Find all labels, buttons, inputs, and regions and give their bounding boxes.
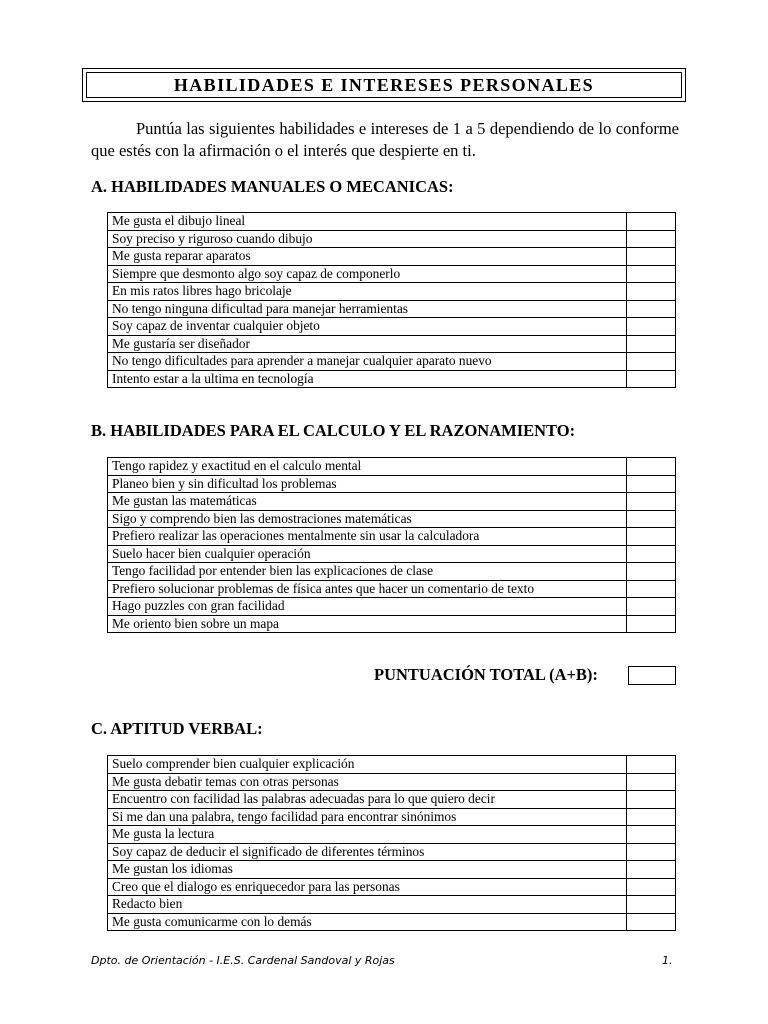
table-row [108,213,676,231]
item-text: Soy capaz de inventar cualquier objeto [108,318,627,336]
table-row [108,300,676,318]
item-text: Planeo bien y sin dificultad los problemas [108,475,627,493]
score-cell[interactable] [627,580,676,598]
table-row [108,580,676,598]
table-row [108,370,676,388]
title-frame [82,68,686,102]
item-text: Hago puzzles con gran facilidad [108,598,627,616]
page-title: HABILIDADES E INTERESES PERSONALES [86,72,682,98]
item-text: Sigo y comprendo bien las demostraciones matemáticas [108,510,627,528]
score-cell[interactable] [627,878,676,896]
table-row [108,615,676,633]
item-text: En mis ratos libres hago bricolaje [108,283,627,301]
item-text: Me gustan los idiomas [108,861,627,879]
score-cell[interactable] [627,615,676,633]
table-row [108,808,676,826]
table-row [108,335,676,353]
score-cell[interactable] [627,493,676,511]
score-cell[interactable] [627,791,676,809]
total-score-label: PUNTUACIÓN TOTAL (A+B): [374,665,598,684]
table-row [108,791,676,809]
score-cell[interactable] [627,756,676,774]
table-row [108,545,676,563]
score-cell[interactable] [627,563,676,581]
table-row [108,878,676,896]
total-score-box[interactable] [628,666,676,685]
item-text: Creo que el dialogo es enriquecedor para las personas [108,878,627,896]
item-text: Me gusta el dibujo lineal [108,213,627,231]
table-row [108,913,676,931]
item-text: Tengo facilidad por entender bien las explicaciones de clase [108,563,627,581]
score-cell[interactable] [627,283,676,301]
section-a-heading: A. HABILIDADES MANUALES O MECANICAS: [91,177,454,196]
item-text: Tengo rapidez y exactitud en el calculo mental [108,458,627,476]
item-text: Encuentro con facilidad las palabras adecuadas para lo que quiero decir [108,791,627,809]
item-text: Me gusta comunicarme con lo demás [108,913,627,931]
score-cell[interactable] [627,913,676,931]
footer-department: Dpto. de Orientación - I.E.S. Cardenal Sandoval y Rojas [91,954,395,967]
item-text: Suelo comprender bien cualquier explicación [108,756,627,774]
score-cell[interactable] [627,808,676,826]
table-row [108,756,676,774]
item-text: Me gustan las matemáticas [108,493,627,511]
score-cell[interactable] [627,370,676,388]
item-text: Siempre que desmonto algo soy capaz de componerlo [108,265,627,283]
table-row [108,510,676,528]
item-text: No tengo dificultades para aprender a manejar cualquier aparato nuevo [108,353,627,371]
score-cell[interactable] [627,265,676,283]
item-text: Me gustaría ser diseñador [108,335,627,353]
table-row [108,475,676,493]
score-cell[interactable] [627,843,676,861]
section-c-table [107,755,676,931]
score-cell[interactable] [627,248,676,266]
item-text: No tengo ninguna dificultad para manejar herramientas [108,300,627,318]
score-cell[interactable] [627,213,676,231]
table-row [108,248,676,266]
table-row [108,528,676,546]
item-text: Prefiero solucionar problemas de física antes que hacer un comentario de texto [108,580,627,598]
score-cell[interactable] [627,510,676,528]
item-text: Me gusta la lectura [108,826,627,844]
page-number: 1. [662,954,673,967]
table-row [108,493,676,511]
table-row [108,826,676,844]
score-cell[interactable] [627,773,676,791]
table-row [108,598,676,616]
score-cell[interactable] [627,861,676,879]
score-cell[interactable] [627,300,676,318]
item-text: Me gusta reparar aparatos [108,248,627,266]
table-row [108,265,676,283]
section-a-table [107,212,676,388]
table-row [108,318,676,336]
score-cell[interactable] [627,545,676,563]
item-text: Soy capaz de deducir el significado de diferentes términos [108,843,627,861]
item-text: Prefiero realizar las operaciones mentalmente sin usar la calculadora [108,528,627,546]
table-row [108,230,676,248]
table-row [108,861,676,879]
score-cell[interactable] [627,826,676,844]
table-row [108,458,676,476]
item-text: Si me dan una palabra, tengo facilidad para encontrar sinónimos [108,808,627,826]
score-cell[interactable] [627,335,676,353]
item-text: Me oriento bien sobre un mapa [108,615,627,633]
item-text: Redacto bien [108,896,627,914]
score-cell[interactable] [627,528,676,546]
item-text: Me gusta debatir temas con otras personas [108,773,627,791]
item-text: Suelo hacer bien cualquier operación [108,545,627,563]
section-c-heading: C. APTITUD VERBAL: [91,719,263,738]
section-b-heading: B. HABILIDADES PARA EL CALCULO Y EL RAZONAMIENTO: [91,421,576,440]
score-cell[interactable] [627,896,676,914]
item-text: Intento estar a la ultima en tecnología [108,370,627,388]
score-cell[interactable] [627,230,676,248]
table-row [108,283,676,301]
table-row [108,843,676,861]
score-cell[interactable] [627,458,676,476]
table-row [108,353,676,371]
intro-paragraph: Puntúa las siguientes habilidades e intereses de 1 a 5 dependiendo de lo conforme que estés con la afirmación o el interés que despierte en ti. [91,119,679,160]
score-cell[interactable] [627,475,676,493]
item-text: Soy preciso y riguroso cuando dibujo [108,230,627,248]
table-row [108,773,676,791]
score-cell[interactable] [627,598,676,616]
section-b-table [107,457,676,633]
score-cell[interactable] [627,318,676,336]
table-row [108,563,676,581]
table-row [108,896,676,914]
score-cell[interactable] [627,353,676,371]
